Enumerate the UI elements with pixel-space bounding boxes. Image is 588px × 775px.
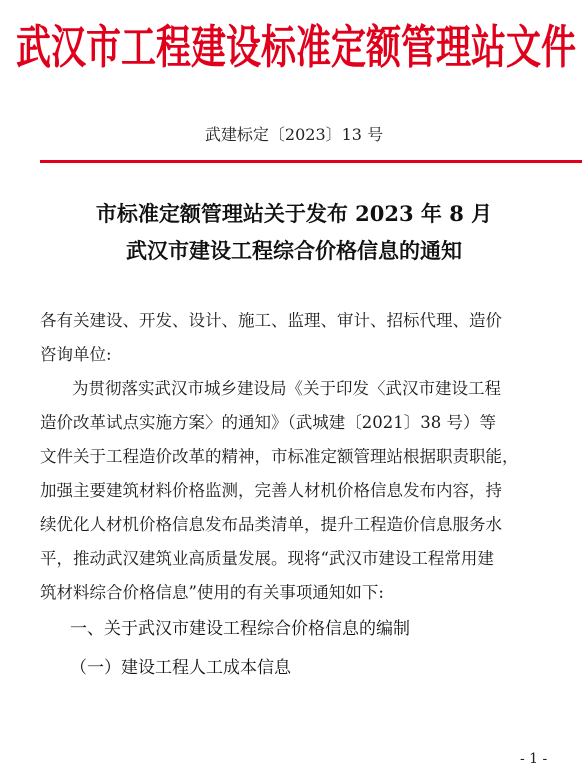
page-number: - 1 - [520,751,548,767]
notice-title-line-2: 武汉市建设工程综合价格信息的通知 [126,238,462,263]
body-line-1: 各有关建设、开发、设计、施工、监理、审计、招标代理、造价 [40,311,502,330]
document-header-title: 武汉市工程建设标准定额管理站文件 [16,20,576,75]
header-divider [40,160,582,163]
body-line-3: 为贯彻落实武汉市城乡建设局《关于印发〈武汉市建设工程 [72,379,501,398]
document-number: 武建标定〔2023〕13 号 [204,125,384,144]
body-line-5: 文件关于工程造价改革的精神，市标准定额管理站根据职责职能， [40,447,519,466]
notice-title-line-1: 市标准定额管理站关于发布 2023 年 8 月 [95,201,493,226]
body-line-2: 咨询单位: [40,345,112,364]
body-line-6: 加强主要建筑材料价格监测，完善人材机价格信息发布内容，持 [40,481,502,500]
section-subheading-1: （一）建设工程人工成本信息 [70,658,291,678]
body-line-9: 筑材料综合价格信息”使用的有关事项通知如下: [40,583,384,602]
body-line-4: 造价改革试点实施方案〉的通知》（武城建〔2021〕38 号）等 [40,413,496,432]
body-line-8: 平，推动武汉建筑业高质量发展。现将“武汉市建设工程常用建 [40,549,494,568]
body-line-7: 续优化人材机价格信息发布品类清单，提升工程造价信息服务水 [40,515,502,534]
section-heading-1: 一、关于武汉市建设工程综合价格信息的编制 [70,619,410,639]
